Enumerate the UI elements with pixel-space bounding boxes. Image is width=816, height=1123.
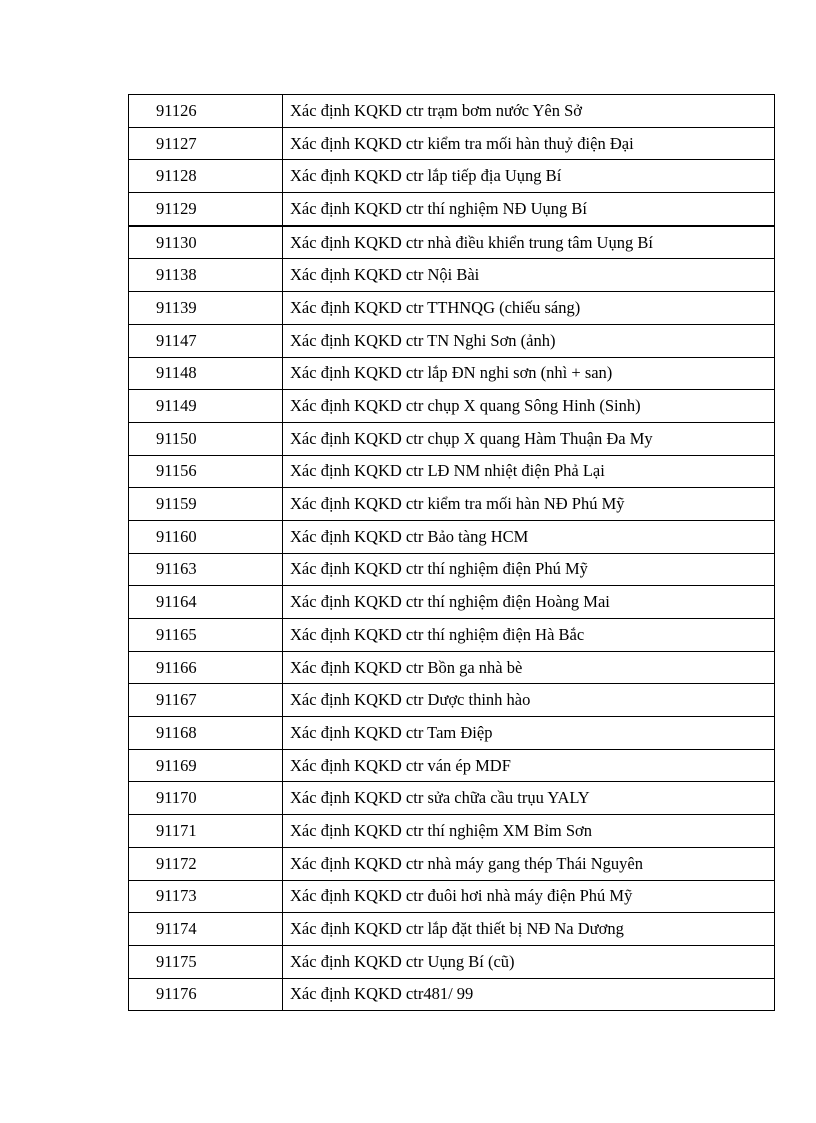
account-description-cell: Xác định KQKD ctr Bồn ga nhà bè xyxy=(283,651,775,684)
account-code-cell: 91164 xyxy=(129,586,283,619)
table-row xyxy=(129,749,775,782)
account-description-cell: Xác định KQKD ctr lắp ĐN nghi sơn (nhì + san) xyxy=(283,357,775,390)
account-code-cell: 91150 xyxy=(129,422,283,455)
account-code-cell: 91167 xyxy=(129,684,283,717)
account-code-cell: 91174 xyxy=(129,913,283,946)
account-description-cell: Xác định KQKD ctr Uụng Bí (cũ) xyxy=(283,945,775,978)
account-description-cell: Xác định KQKD ctr thí nghiệm điện Hoàng Mai xyxy=(283,586,775,619)
table-row xyxy=(129,95,775,128)
account-code-cell: 91166 xyxy=(129,651,283,684)
table-row xyxy=(129,619,775,652)
table-row xyxy=(129,520,775,553)
account-code-cell: 91172 xyxy=(129,847,283,880)
account-description-cell: Xác định KQKD ctr LĐ NM nhiệt điện Phả Lại xyxy=(283,455,775,488)
account-table xyxy=(128,94,775,1011)
account-description-cell: Xác định KQKD ctr lắp đặt thiết bị NĐ Na Dương xyxy=(283,913,775,946)
account-code-cell: 91171 xyxy=(129,815,283,848)
account-description-cell: Xác định KQKD ctr chụp X quang Sông Hinh (Sinh) xyxy=(283,390,775,423)
table-row xyxy=(129,357,775,390)
table-row xyxy=(129,815,775,848)
account-code-cell: 91156 xyxy=(129,455,283,488)
account-code-cell: 91170 xyxy=(129,782,283,815)
account-description-cell: Xác định KQKD ctr TN Nghi Sơn (ảnh) xyxy=(283,324,775,357)
table-row xyxy=(129,782,775,815)
account-description-cell: Xác định KQKD ctr thí nghiệm XM Bỉm Sơn xyxy=(283,815,775,848)
account-code-cell: 91128 xyxy=(129,160,283,193)
account-description-cell: Xác định KQKD ctr Bảo tàng HCM xyxy=(283,520,775,553)
account-description-cell: Xác định KQKD ctr nhà điều khiển trung tâm Uụng Bí xyxy=(283,226,775,259)
account-code-cell: 91149 xyxy=(129,390,283,423)
account-description-cell: Xác định KQKD ctr ván ép MDF xyxy=(283,749,775,782)
account-description-cell: Xác định KQKD ctr Tam Điệp xyxy=(283,717,775,750)
account-code-cell: 91129 xyxy=(129,193,283,226)
table-row xyxy=(129,226,775,259)
table-row xyxy=(129,193,775,226)
account-code-cell: 91147 xyxy=(129,324,283,357)
account-code-cell: 91163 xyxy=(129,553,283,586)
account-table-body xyxy=(129,95,775,1011)
account-code-cell: 91130 xyxy=(129,226,283,259)
table-row xyxy=(129,651,775,684)
table-row xyxy=(129,847,775,880)
table-row xyxy=(129,390,775,423)
account-description-cell: Xác định KQKD ctr Dược thinh hào xyxy=(283,684,775,717)
account-description-cell: Xác định KQKD ctr Nội Bài xyxy=(283,259,775,292)
account-code-cell: 91175 xyxy=(129,945,283,978)
account-description-cell: Xác định KQKD ctr thí nghiệm điện Phú Mỹ xyxy=(283,553,775,586)
table-row xyxy=(129,717,775,750)
account-code-cell: 91169 xyxy=(129,749,283,782)
account-description-cell: Xác định KQKD ctr lắp tiếp địa Uụng Bí xyxy=(283,160,775,193)
account-description-cell: Xác định KQKD ctr sửa chữa cầu trụu YALY xyxy=(283,782,775,815)
account-code-cell: 91159 xyxy=(129,488,283,521)
account-description-cell: Xác định KQKD ctr đuôi hơi nhà máy điện Phú Mỹ xyxy=(283,880,775,913)
table-row xyxy=(129,324,775,357)
table-row xyxy=(129,978,775,1011)
table-row xyxy=(129,488,775,521)
account-description-cell: Xác định KQKD ctr thí nghiệm NĐ Uụng Bí xyxy=(283,193,775,226)
account-code-cell: 91138 xyxy=(129,259,283,292)
account-code-cell: 91176 xyxy=(129,978,283,1011)
table-row xyxy=(129,259,775,292)
account-code-cell: 91148 xyxy=(129,357,283,390)
table-row xyxy=(129,586,775,619)
account-description-cell: Xác định KQKD ctr trạm bơm nước Yên Sở xyxy=(283,95,775,128)
table-row xyxy=(129,553,775,586)
account-description-cell: Xác định KQKD ctr nhà máy gang thép Thái Nguyên xyxy=(283,847,775,880)
table-row xyxy=(129,455,775,488)
table-row xyxy=(129,880,775,913)
table-row xyxy=(129,160,775,193)
table-row xyxy=(129,913,775,946)
account-code-cell: 91168 xyxy=(129,717,283,750)
account-description-cell: Xác định KQKD ctr chụp X quang Hàm Thuận Đa My xyxy=(283,422,775,455)
account-code-cell: 91165 xyxy=(129,619,283,652)
account-description-cell: Xác định KQKD ctr TTHNQG (chiếu sáng) xyxy=(283,292,775,325)
table-row xyxy=(129,292,775,325)
table-row xyxy=(129,684,775,717)
account-description-cell: Xác định KQKD ctr kiểm tra mối hàn thuỷ điện Đại xyxy=(283,127,775,160)
account-code-cell: 91160 xyxy=(129,520,283,553)
account-code-cell: 91127 xyxy=(129,127,283,160)
table-row xyxy=(129,127,775,160)
table-row xyxy=(129,422,775,455)
account-description-cell: Xác định KQKD ctr thí nghiệm điện Hà Bắc xyxy=(283,619,775,652)
account-code-cell: 91126 xyxy=(129,95,283,128)
account-code-cell: 91139 xyxy=(129,292,283,325)
table-row xyxy=(129,945,775,978)
account-code-cell: 91173 xyxy=(129,880,283,913)
account-description-cell: Xác định KQKD ctr kiểm tra mối hàn NĐ Phú Mỹ xyxy=(283,488,775,521)
account-description-cell: Xác định KQKD ctr481/ 99 xyxy=(283,978,775,1011)
